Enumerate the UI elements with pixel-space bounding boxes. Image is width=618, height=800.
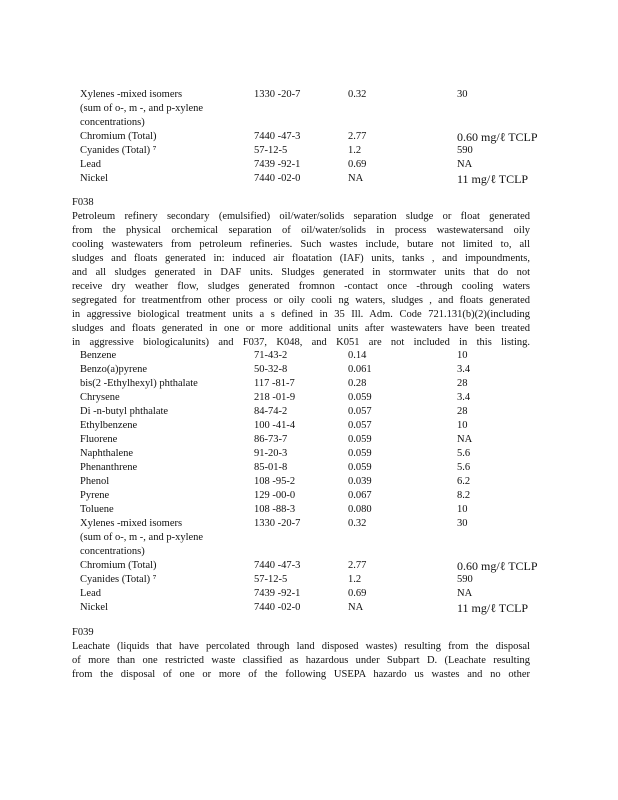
wastewater-standard: 0.059 (348, 434, 372, 445)
constituent-name: Chrysene (80, 392, 120, 403)
waste-code-f039: F039 (72, 627, 94, 638)
constituent-name: Benzo(a)pyrene (80, 364, 148, 375)
text-line: sludges and floats generated in one or more additional units after wastewaters have been treated (72, 323, 530, 334)
nonwastewater-standard: 10 (457, 420, 468, 431)
cas-number: 117 -81-7 (254, 378, 295, 389)
text-line: in aggressive biological treatment units a s defined in 35 Ill. Adm. Code 721.131(b)(2)(including (72, 309, 530, 320)
text-line: cooling wastewaters from petroleum refineries. Such wastes include, butare not limited to, all (72, 239, 530, 250)
constituent-name: Xylenes -mixed isomers (80, 89, 183, 100)
table-row (0, 405, 618, 419)
constituent-name: Cyanides (Total) ⁷ (80, 145, 157, 156)
wastewater-standard: 0.32 (348, 89, 367, 100)
wastewater-standard: 0.28 (348, 378, 367, 389)
table-row (0, 391, 618, 405)
constituent-name: concentrations) (80, 546, 145, 557)
constituent-name: Lead (80, 588, 101, 599)
table-row (0, 447, 618, 461)
wastewater-standard: 0.059 (348, 462, 372, 473)
wastewater-standard: 0.057 (348, 406, 372, 417)
wastewater-standard: 0.059 (348, 448, 372, 459)
table-row (0, 172, 618, 186)
table-row (0, 531, 618, 545)
cas-number: 7440 -47-3 (254, 131, 301, 142)
nonwastewater-standard: 3.4 (457, 364, 471, 375)
nonwastewater-standard: 590 (457, 574, 473, 585)
table-row (0, 158, 618, 172)
table-row (0, 102, 618, 116)
cas-number: 7439 -92-1 (254, 588, 301, 599)
table-row (0, 517, 618, 531)
constituent-name: (sum of o-, m -, and p-xylene (80, 532, 204, 543)
text-line: in aggressive biologicalunits) and F037, K048, and K051 are not included in this listing. (72, 337, 530, 348)
constituent-name: Nickel (80, 602, 108, 613)
table-row (0, 144, 618, 158)
cas-number: 86-73-7 (254, 434, 288, 445)
table-row (0, 349, 618, 363)
nonwastewater-standard: NA (457, 434, 473, 445)
cas-number: 71-43-2 (254, 350, 288, 361)
constituent-name: concentrations) (80, 117, 145, 128)
wastewater-standard: 1.2 (348, 574, 362, 585)
wastewater-standard: 0.14 (348, 350, 367, 361)
cas-number: 100 -41-4 (254, 420, 296, 431)
nonwastewater-standard: 0.60 mg/ℓ TCLP (457, 559, 538, 573)
table-row (0, 503, 618, 517)
cas-number: 57-12-5 (254, 145, 288, 156)
table-row (0, 433, 618, 447)
wastewater-standard: 2.77 (348, 560, 367, 571)
nonwastewater-standard: 5.6 (457, 448, 471, 459)
cas-number: 218 -01-9 (254, 392, 296, 403)
wastewater-standard: 1.2 (348, 145, 362, 156)
f039-description (72, 640, 530, 682)
table-row (0, 587, 618, 601)
constituent-name: Lead (80, 159, 101, 170)
nonwastewater-standard: NA (457, 159, 473, 170)
cas-number: 7439 -92-1 (254, 159, 301, 170)
text-line: and all sludges generated in DAF units. Sludges generated in stormwater units that do not (72, 267, 530, 278)
constituent-name: bis(2 -Ethylhexyl) phthalate (80, 378, 198, 389)
constituent-name: Fluorene (80, 434, 118, 445)
cas-number: 7440 -02-0 (254, 173, 301, 184)
nonwastewater-standard: 10 (457, 350, 468, 361)
table-row (0, 545, 618, 559)
cas-number: 1330 -20-7 (254, 518, 301, 529)
constituent-name: Di -n-butyl phthalate (80, 406, 169, 417)
cas-number: 129 -00-0 (254, 490, 296, 501)
table-row (0, 377, 618, 391)
nonwastewater-standard: 11 mg/ℓ TCLP (457, 601, 529, 615)
cas-number: 7440 -02-0 (254, 602, 301, 613)
cas-number: 57-12-5 (254, 574, 288, 585)
cas-number: 84-74-2 (254, 406, 288, 417)
nonwastewater-standard: 6.2 (457, 476, 471, 487)
text-line: of more than one restricted waste classified as hazardous under Subpart D. (Leachate resulting (72, 655, 530, 666)
text-line: segregated for treatmentfrom other process or oily cooli ng waters, sludges , and floats generated (72, 295, 530, 306)
f038-description (72, 210, 530, 350)
nonwastewater-standard: 5.6 (457, 462, 471, 473)
table-row (0, 601, 618, 615)
constituent-name: Nickel (80, 173, 108, 184)
table-row (0, 559, 618, 573)
wastewater-standard: 0.057 (348, 420, 372, 431)
wastewater-standard: 0.32 (348, 518, 367, 529)
constituent-name: Toluene (80, 504, 114, 515)
waste-code-f038: F038 (72, 197, 94, 208)
text-line: sludges and floats generated in: induced air floatation (IAF) units, tanks , and impoundments, (72, 253, 530, 264)
wastewater-standard: NA (348, 602, 364, 613)
table-row (0, 461, 618, 475)
wastewater-standard: 0.067 (348, 490, 372, 501)
constituent-name: Naphthalene (80, 448, 134, 459)
wastewater-standard: 0.69 (348, 588, 367, 599)
cas-number: 85-01-8 (254, 462, 288, 473)
nonwastewater-standard: 10 (457, 504, 468, 515)
table-row (0, 419, 618, 433)
constituent-name: (sum of o-, m -, and p-xylene (80, 103, 204, 114)
nonwastewater-standard: 30 (457, 518, 468, 529)
text-line: from the physical orchemical separation of oil/water/solids in process wastewatersand oily (72, 225, 530, 236)
constituent-name: Chromium (Total) (80, 560, 157, 571)
constituent-name: Benzene (80, 350, 117, 361)
table-row (0, 116, 618, 130)
cas-number: 91-20-3 (254, 448, 288, 459)
nonwastewater-standard: 28 (457, 378, 468, 389)
nonwastewater-standard: 590 (457, 145, 473, 156)
wastewater-standard: 0.69 (348, 159, 367, 170)
wastewater-standard: NA (348, 173, 364, 184)
wastewater-standard: 0.080 (348, 504, 372, 515)
nonwastewater-standard: 28 (457, 406, 468, 417)
nonwastewater-standard: 8.2 (457, 490, 471, 501)
table-row (0, 475, 618, 489)
wastewater-standard: 0.061 (348, 364, 372, 375)
constituent-name: Phenanthrene (80, 462, 138, 473)
text-line: receive dry weather flow, sludges generated fromnon -contact once -through cooling waters (72, 281, 530, 292)
constituent-name: Pyrene (80, 490, 110, 501)
constituent-name: Xylenes -mixed isomers (80, 518, 183, 529)
constituent-name: Cyanides (Total) ⁷ (80, 574, 157, 585)
text-line: from the disposal of one or more of the following USEPA hazardo us wastes and no other (72, 669, 530, 680)
table-row (0, 363, 618, 377)
table-row (0, 573, 618, 587)
nonwastewater-standard: NA (457, 588, 473, 599)
nonwastewater-standard: 3.4 (457, 392, 471, 403)
cas-number: 108 -95-2 (254, 476, 296, 487)
constituent-name: Chromium (Total) (80, 131, 157, 142)
cas-number: 1330 -20-7 (254, 89, 301, 100)
cas-number: 108 -88-3 (254, 504, 296, 515)
table-row (0, 88, 618, 102)
text-line: Leachate (liquids that have percolated through land disposed wastes) resulting from the disposal (72, 641, 530, 652)
constituent-name: Ethylbenzene (80, 420, 138, 431)
table-row (0, 489, 618, 503)
wastewater-standard: 0.039 (348, 476, 372, 487)
text-line: Petroleum refinery secondary (emulsified) oil/water/solids separation sludge or float generated (72, 211, 530, 222)
nonwastewater-standard: 0.60 mg/ℓ TCLP (457, 130, 538, 144)
wastewater-standard: 2.77 (348, 131, 367, 142)
nonwastewater-standard: 30 (457, 89, 468, 100)
wastewater-standard: 0.059 (348, 392, 372, 403)
nonwastewater-standard: 11 mg/ℓ TCLP (457, 172, 529, 186)
cas-number: 50-32-8 (254, 364, 288, 375)
cas-number: 7440 -47-3 (254, 560, 301, 571)
table-row (0, 130, 618, 144)
constituent-name: Phenol (80, 476, 110, 487)
